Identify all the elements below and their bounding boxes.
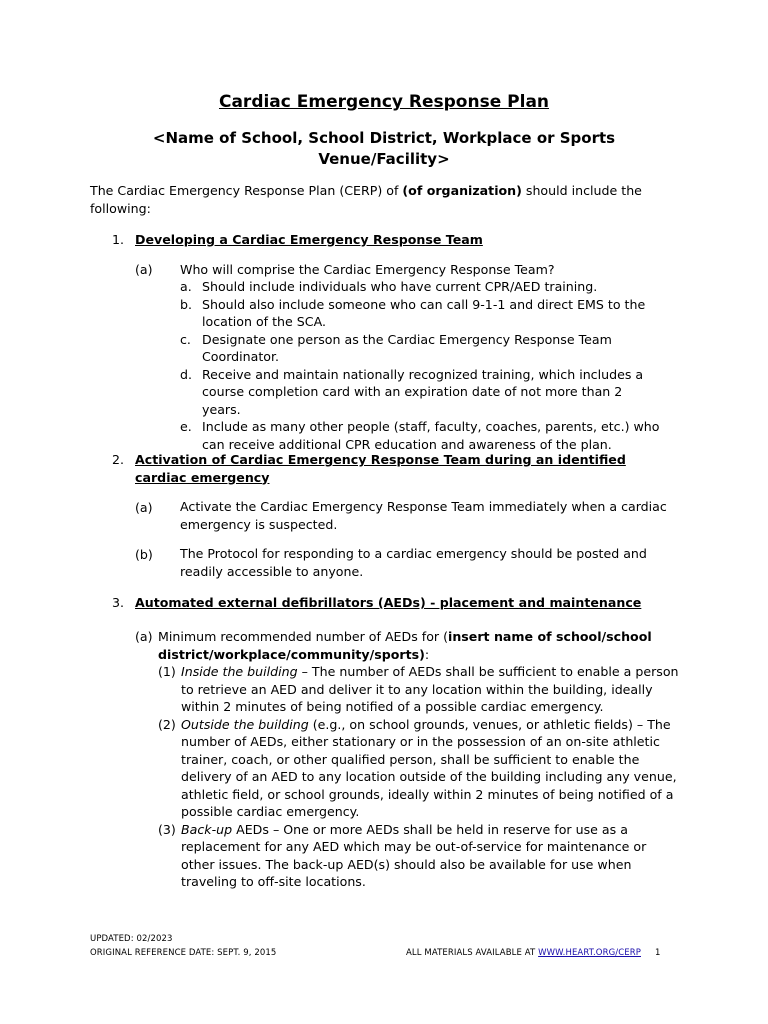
list-item: [180, 296, 660, 331]
intro-bold: (of organization): [402, 183, 522, 198]
section-3-heading: Automated external defibrillators (AEDs) - placement and maintenance: [135, 595, 642, 610]
footer-updated: UPDATED: 02/2023: [90, 934, 173, 944]
list-item-italic: Back-up: [181, 821, 233, 837]
section-3-sub-text-bold: insert name of school/school district/workplace/community/sports): [158, 629, 652, 662]
list-item-text: Designate one person as the Cardiac Emergency Response Team Coordinator.: [202, 331, 612, 364]
list-item-italic: Inside the building: [181, 664, 298, 679]
footer-link[interactable]: WWW.HEART.ORG/CERP: [538, 948, 641, 958]
footer-materials: [406, 948, 661, 958]
intro-paragraph: [90, 182, 680, 217]
list-item: [158, 716, 680, 821]
list-item: [180, 366, 660, 419]
section-2-sub-b-text: The Protocol for responding to a cardiac emergency should be posted and readily accessible to anyone.: [180, 546, 647, 579]
section-3-sub-text-start: Minimum recommended number of AEDs for (: [158, 629, 449, 644]
list-item-text: Include as many other people (staff, faculty, coaches, parents, etc.) who can receive additional CPR education and awareness of the plan.: [202, 419, 660, 452]
list-item-text: Should also include someone who can call 9-1-1 and direct EMS to the location of the SCA.: [202, 296, 646, 329]
footer-original-date: ORIGINAL REFERENCE DATE: SEPT. 9, 2015: [90, 948, 277, 958]
list-item-text: [181, 716, 680, 821]
list-item-text: [181, 821, 680, 891]
list-item-letter: b.: [180, 296, 192, 312]
section-1-item-list: [180, 278, 660, 453]
section-2-heading: Activation of Cardiac Emergency Response Team during an identified cardiac emergency: [135, 452, 626, 485]
footer-materials-text: ALL MATERIALS AVAILABLE AT: [406, 948, 539, 958]
section-3-sub-text: [158, 628, 658, 663]
list-item-marker: (2): [158, 716, 176, 732]
list-item: [158, 821, 680, 891]
list-item-text: Receive and maintain nationally recognized training, which includes a course completion card with an expiration date of not more than 2 years.: [202, 366, 644, 417]
page-number: 1: [654, 948, 661, 958]
intro-text: The Cardiac Emergency Response Plan (CERP) of: [90, 183, 403, 198]
section-3-number: 3.: [112, 595, 125, 610]
section-3-sub-marker: (a): [135, 629, 153, 644]
section-2-number: 2.: [112, 452, 125, 467]
section-1-sub-text: Who will comprise the Cardiac Emergency Response Team?: [180, 262, 555, 277]
list-item: [180, 331, 660, 366]
section-3-item-list: [158, 663, 680, 891]
list-item-text: [181, 663, 680, 716]
list-item-body: – The number of AEDs shall be sufficient to enable a person to retrieve an AED and deliver it to any location within the building, ideally within 2 minutes of being notified of a possible cardiac emergency.: [181, 664, 679, 714]
list-item-italic: Outside the building: [181, 716, 309, 732]
section-1-sub-marker: (a): [135, 262, 153, 277]
section-1-heading: Developing a Cardiac Emergency Response Team: [135, 232, 483, 247]
list-item-marker: (3): [158, 821, 176, 837]
section-2-sub-b-marker: (b): [135, 547, 153, 562]
list-item: [158, 663, 680, 716]
list-item-letter: e.: [180, 419, 192, 434]
list-item: [180, 418, 660, 453]
section-2-sub-a-text: Activate the Cardiac Emergency Response Team immediately when a cardiac emergency is suspected.: [180, 499, 667, 532]
document-title: Cardiac Emergency Response Plan: [218, 92, 550, 112]
section-1-number: 1.: [112, 232, 125, 247]
list-item-body: AEDs – One or more AEDs shall be held in reserve for use as a replacement for any AED which may be out-of-service for maintenance or other issues. The back-up AED(s) should also be available for use when traveling to off-site locations.: [181, 821, 647, 889]
list-item-marker: (1): [158, 664, 176, 679]
list-item-letter: d.: [180, 366, 192, 382]
list-item-body: (e.g., on school grounds, venues, or athletic fields) – The number of AEDs, either stationary or in the possession of an on-site athletic trainer, coach, or other qualified person, shall be sufficient to enable the delivery of an AED to any location outside of the building including any venue, athletic field, or school grounds, ideally within 2 minutes of being notified of a possible cardiac emergency.: [181, 716, 677, 819]
list-item-letter: c.: [180, 331, 191, 347]
section-3-sub-text-end: :: [424, 646, 430, 662]
intro-text-end: should include the following:: [90, 183, 642, 216]
list-item: [180, 278, 660, 296]
document-subtitle: <Name of School, School District, Workplace or Sports Venue/Facility>: [152, 129, 616, 168]
list-item-text: Should include individuals who have current CPR/AED training.: [202, 279, 598, 294]
section-2-sub-a-marker: (a): [135, 500, 153, 515]
list-item-letter: a.: [180, 279, 192, 294]
